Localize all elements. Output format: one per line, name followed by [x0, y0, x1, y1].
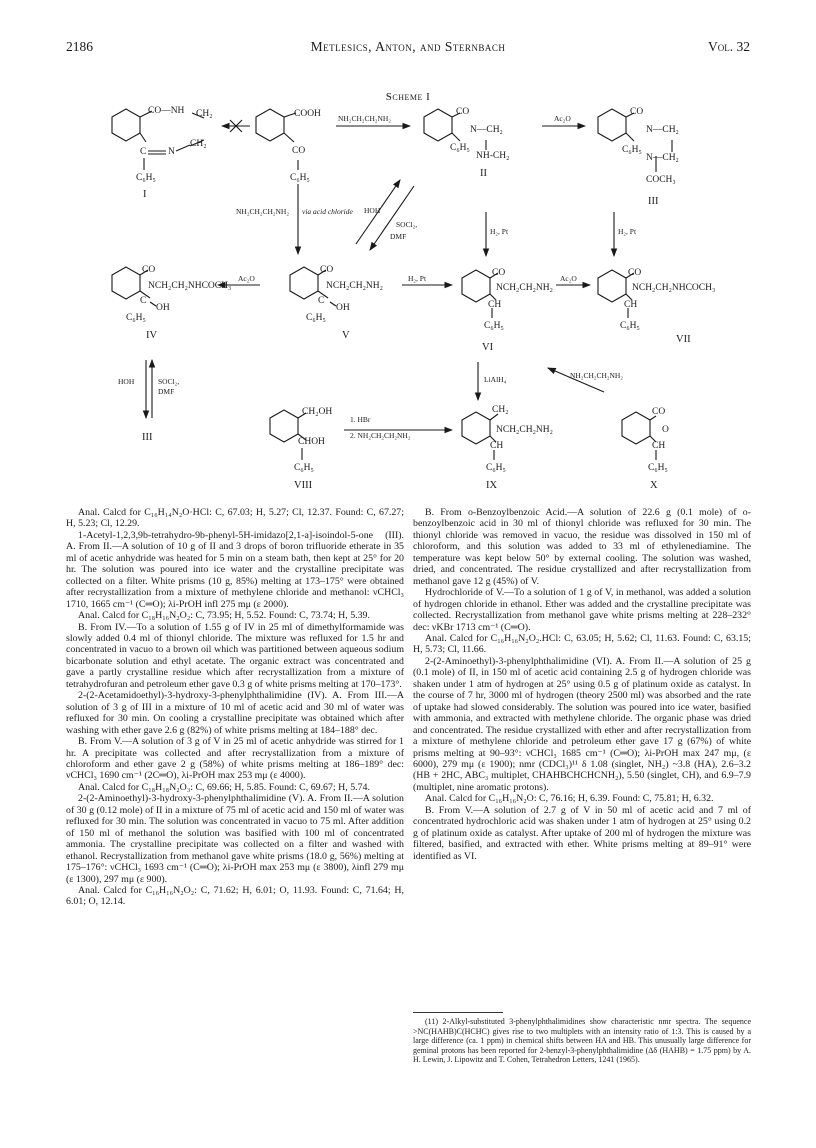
reagent-ac2o-vi: Ac₂O [560, 274, 577, 283]
paragraph: B. From o-Benzoylbenzoic Acid.—A solution of 22.6 g (0.1 mole) of o-benzoylbenzoic acid in 30 ml of thionyl chloride was refluxed for 30 min. The thionyl chloride was removed in vacuo, the residue was dissolved in 150 ml of chloroform, and this solution was added to 33 ml of ethylenediamine. The temperature was kept below 50° by external cooling. The solution was washed, dried, and concentrated. The residue crystallized and after recrystallization from methanol gave 12 g (45%) of V. [413, 507, 751, 587]
viii-ch2oh: CH₂OH [302, 407, 333, 417]
acid-phenyl: C₆H₅ [290, 173, 310, 183]
benzene-ring-ii [424, 109, 452, 141]
reagent-ac2o-top: Ac₂O [554, 114, 571, 123]
paragraph: 1-Acetyl-1,2,3,9b-tetrahydro-9b-phenyl-5H-imidazo[2,1-a]-isoindol-5-one (III). A. From II.—A solution of 10 g of II and 3 drops of boron trifluoride etherate in 35 ml of acetic anhydride was heated for 5 min on a steam bath, then kept at 25° for 20 hr. The solution was poured into ice water and the crystalline precipitate was collected on a filter. White prisms (10 g, 85%) melting at 173–175° were obtained after recrystallization from a mixture of methylene chloride and methanol: νCHCl₃ 1710, 1665 cm⁻¹ (C═O); λi-PrOH infl 275 mμ (ε 2000). [66, 529, 404, 610]
reagent-ethylenediamine-4: 2. NH₂CH₂CH₂NH₂ [350, 431, 411, 440]
viii-phenyl: C₆H₅ [294, 463, 314, 473]
paragraph: Anal. Calcd for C₁₈H₁₈N₂O₃: C, 69.66; H, 5.85. Found: C, 69.67; H, 5.74. [78, 781, 370, 793]
reagent-h2-pt-3: H₂, Pt [408, 274, 427, 283]
iii-acetyl: COCH₃ [646, 175, 676, 185]
reagent-hoh: HOH [364, 206, 381, 215]
iv-c: C [140, 296, 147, 306]
vii-side-chain: NCH₂CH₂NHCOCH₃ [632, 283, 716, 293]
right-column [413, 507, 751, 862]
i-fragment-d: C [140, 147, 147, 157]
i-fragment-e: N [168, 147, 175, 157]
compound-label-vi: VI [482, 342, 494, 353]
ix-side-chain: NCH₂CH₂NH₂ [496, 425, 553, 435]
paragraph: 2-(2-Aminoethyl)-3-phenylphthalimidine (VI). A. From II.—A solution of 25 g (0.1 mole) of II, in 150 ml of acetic acid containing 2.5 g of hydrogen chloride was shaken under 1 atm of hydrogen at 25° using 0.5 g of platinum oxide as catalyst. In the course of 7 hr, 3000 ml of hydrogen (theory 2500 ml) was absorbed and the rate of uptake had slowed considerably. The solution was poured into ice water, basified with ammonia, and extracted with methylene chloride. The organic phase was dried and concentrated. The residue crystallized with ether and after recrystallization from a mixture of methylene chloride and petroleum ether gave 17 g (67%) of white prisms melting at 90–93°: νCHCl₃ 1685 cm⁻¹ (C═O); λi-PrOH max 247 mμ, (ε 6000), 279 mμ (ε 1900); nmr (CDCl₃)¹¹ δ 1.08 (singlet, NH₂) ~3.8 (HA), 2.6–3.2 (HB + 2HC, ABC₃ multiplet, CHAHBCHCHCNH₂), 5.50 (singlet, CH), and 6.9–7.9 (multiplet, nine aromatic protons). [413, 655, 751, 793]
v-co: CO [320, 265, 334, 275]
compound-label-ix: IX [486, 480, 498, 491]
benzene-ring-x [622, 412, 650, 444]
reagent-hbr: 1. HBr [350, 415, 371, 424]
x-phenyl: C₆H₅ [648, 463, 668, 473]
viii-choh: CHOH [298, 437, 325, 447]
reagent-h2-pt-1: H₂, Pt [490, 227, 509, 236]
x-co: CO [652, 407, 666, 417]
reagent-socl2: SOCl₂, [396, 220, 418, 229]
left-column [66, 507, 404, 908]
ix-ch: CH [490, 441, 504, 451]
reagent-hoh-2: HOH [118, 377, 135, 386]
paragraph: Hydrochloride of V.—To a solution of 1 g of V, in methanol, was added a solution of hydrogen chloride in ethanol. Ether was added and the crystalline precipitate was collected. Recrystallization from methanol gave white prisms melting at 228–232° dec: νKBr 1713 cm⁻¹ (C═O). [413, 587, 751, 633]
compound-label-ii: II [480, 168, 487, 179]
paragraph: Anal. Calcd for C₁₆H₁₆N₂O₂.HCl: C, 63.05; H, 5.62; Cl, 11.63. Found: C, 63.15; H, 5.73; Cl, 11.66. [413, 632, 751, 656]
v-phenyl: C₆H₅ [306, 313, 326, 323]
ii-phenyl: C₆H₅ [450, 143, 470, 153]
paragraph: Anal. Calcd for C₁₈H₁₆N₂O₂: C, 73.95; H, 5.52. Found: C, 73.74; H, 5.39. [78, 610, 370, 622]
v-oh: OH [336, 303, 350, 313]
ix-ch2: CH₂ [492, 405, 509, 415]
v-c: C [318, 296, 325, 306]
compound-label-iii-repeat: III [142, 432, 153, 443]
compound-label-iii: III [648, 196, 659, 207]
v-side-chain: NCH₂CH₂NH₂ [326, 281, 383, 291]
volume-label: Vol. 32 [708, 39, 750, 54]
i-phenyl: C₆H₅ [136, 173, 156, 183]
vii-co: CO [628, 268, 642, 278]
ii-co: CO [456, 107, 470, 117]
iv-co: CO [142, 265, 156, 275]
iii-n-ch2: N—CH₂ [646, 125, 679, 135]
paragraph: B. From V.—A solution of 2.7 g of V in 50 ml of acetic acid and 7 ml of concentrated hydrochloric acid was shaken under 1 atm of hydrogen at 25° using 0.2 g of platinum oxide as catalyst. After uptake of 200 ml of hydrogen the mixture was filtered, basified, and extracted with ether. White prisms melting at 89–91° were identified as VI. [413, 804, 751, 862]
reagent-ethylenediamine-3: NH₂CH₂CH₂NH₂ [570, 371, 623, 380]
reaction-scheme [0, 0, 816, 520]
acid-cooh: COOH [294, 109, 321, 119]
paragraph: B. From V.—A solution of 3 g of V in 25 ml of acetic anhydride was stirred for 1 hr. A precipitate was collected and after recrystallization from a mixture of chloroform and ether gave 2 g (58%) of white prisms melting at 186–189° dec: νCHCl₃ 1690 cm⁻¹ (2C═O), λi-PrOH max 253 mμ (ε 4000). [66, 736, 404, 782]
compound-label-i: I [143, 189, 147, 200]
vi-phenyl: C₆H₅ [484, 321, 504, 331]
paragraph: Anal. Calcd for C₁₆H₁₄N₂O·HCl: C, 67.03; H, 5.27; Cl, 12.37. Found: C, 67.27; H, 5.23; Cl, 12.29. [66, 507, 404, 530]
reagent-lialh4: LiAlH₄ [484, 375, 507, 384]
reagent-dmf-2: DMF [158, 387, 175, 396]
ii-n-ch2: N—CH₂ [470, 125, 503, 135]
x-o: O [662, 425, 669, 435]
paragraph: B. From IV.—To a solution of 1.55 g of IV in 25 ml of dimethylformamide was slowly added 0.4 ml of thionyl chloride. The mixture was refluxed for 1.5 hr and concentrated in vacuo to a brown oil which was partitioned between aqueous sodium bicarbonate solution and ethyl acetate. The organic extract was concentrated and gave a partly crystalline residue which after recrystallization from a mixture of tetrahydrofuran and petroleum ether gave 0.3 g of white prisms melting at 170–173°. [66, 621, 404, 690]
i-fragment-a: CO—NH [148, 106, 185, 116]
benzene-ring-vii [598, 270, 626, 302]
vi-ch: CH [488, 300, 502, 310]
benzene-ring-v [290, 267, 318, 299]
page-number: 2186 [66, 39, 93, 54]
iv-phenyl: C₆H₅ [126, 313, 146, 323]
benzene-ring-vi [462, 270, 490, 302]
footnote [413, 1017, 751, 1065]
iv-oh: OH [156, 303, 170, 313]
footnote-rule [413, 1012, 503, 1013]
iii-n-ch2-b: N—CH₂ [646, 153, 679, 163]
benzene-ring-iii [598, 109, 626, 141]
reagent-ac2o-iv: Ac₂O [238, 274, 255, 283]
ii-nh-ch2: NH-CH₂ [476, 151, 510, 161]
paragraph: Anal. Calcd for C₁₆H₁₆N₂O₂: C, 71.62; H, 6.01; O, 11.93. Found: C, 71.64; H, 6.01; O, 12.14. [66, 884, 404, 908]
compound-label-vii: VII [676, 334, 691, 345]
running-title: Metlesics, Anton, and Sternbach [310, 39, 506, 54]
iii-phenyl: C₆H₅ [622, 145, 642, 155]
benzene-ring-ix [462, 412, 490, 444]
compound-label-v: V [342, 330, 350, 341]
paragraph: 2-(2-Aminoethyl)-3-hydroxy-3-phenylphthalimidine (V). A. From II.—A solution of 30 g (0.12 mole) of II in a mixture of 75 ml of acetic acid and 150 ml of water was refluxed for 30 min. The solution was concentrated in vacuo to 75 ml. After addition of 150 ml of methanol the solution was basified with 100 ml of concentrated ammonia. The crystalline precipitate was collected on a filter and washed with ethanol. Recrystallization from methanol gave white prisms (18.0 g, 56%) melting at 175–176°: νCHCl₃ 1693 cm⁻¹ (C═O); λi-PrOH max 253 mμ (ε 3800), λinfl 279 mμ (ε 1300), 297 mμ (ε 900). [66, 793, 404, 885]
i-fragment-c: CH₂ [190, 139, 207, 149]
paragraph: 2-(2-Acetamidoethyl)-3-hydroxy-3-phenylphthalimidine (IV). A. From III.—A solution of 3 g of III in a mixture of 10 ml of acetic acid and 30 ml of water was refluxed for 30 min. On cooling a crystalline precipitate was obtained which after washing with ether gave 2.6 g (82%) of white prisms melting at 184–188° dec. [66, 690, 404, 736]
x-ch: CH [652, 441, 666, 451]
i-fragment-b: CH₂ [196, 109, 213, 119]
ix-phenyl: C₆H₅ [486, 463, 506, 473]
acid-co: CO [292, 146, 306, 156]
reagent-h2-pt-2: H₂, Pt [618, 227, 637, 236]
benzene-ring-acid [256, 109, 284, 141]
benzene-ring-iv [112, 267, 140, 299]
footnote-text: (11) 2-Alkyl-substituted 3-phenylphthalimidines show characteristic nmr spectra. The sequence >NC(HAHB)C(HCHC) gives rise to two multiplets with an intensity ratio of 1:3. This is caused by a large difference (ca. 1 ppm) in chemical shifts between HA and HB. This unusually large difference for geminal protons has been reported for 2-benzyl-3-phenylphthalimidine (Δδ (HAHB) = 1.75 ppm) by A. H. Lewin, J. Lipowitz and T. Cohen, Tetrahedron Letters, 1241 (1965). [413, 1017, 751, 1065]
vi-side-chain: NCH₂CH₂NH₂ [496, 283, 553, 293]
reagent-socl2-2: SOCl₂, [158, 377, 180, 386]
reagent-dmf: DMF [390, 232, 407, 241]
compound-label-x: X [650, 480, 658, 491]
compound-label-viii: VIII [294, 480, 313, 491]
iv-side-chain: NCH₂CH₂NHCOCH₃ [148, 281, 232, 291]
vii-phenyl: C₆H₅ [620, 321, 640, 331]
reagent-ethylenediamine: NH₂CH₂CH₂NH₂ [338, 114, 391, 123]
scheme-title: Scheme I [385, 91, 431, 103]
vii-ch: CH [624, 300, 638, 310]
paragraph: Anal. Calcd for C₁₆H₁₆N₂O: C, 76.16; H, 6.39. Found: C, 75.81; H, 6.32. [425, 793, 714, 805]
iii-co: CO [630, 107, 644, 117]
reagent-ethylenediamine-2: NH₂CH₂CH₂NH₂ [236, 207, 289, 216]
reagent-via-acid-chloride: via acid chloride [302, 207, 353, 216]
benzene-ring-viii [270, 410, 298, 442]
benzene-ring-i [112, 109, 140, 141]
vi-co: CO [492, 268, 506, 278]
compound-label-iv: IV [146, 330, 158, 341]
